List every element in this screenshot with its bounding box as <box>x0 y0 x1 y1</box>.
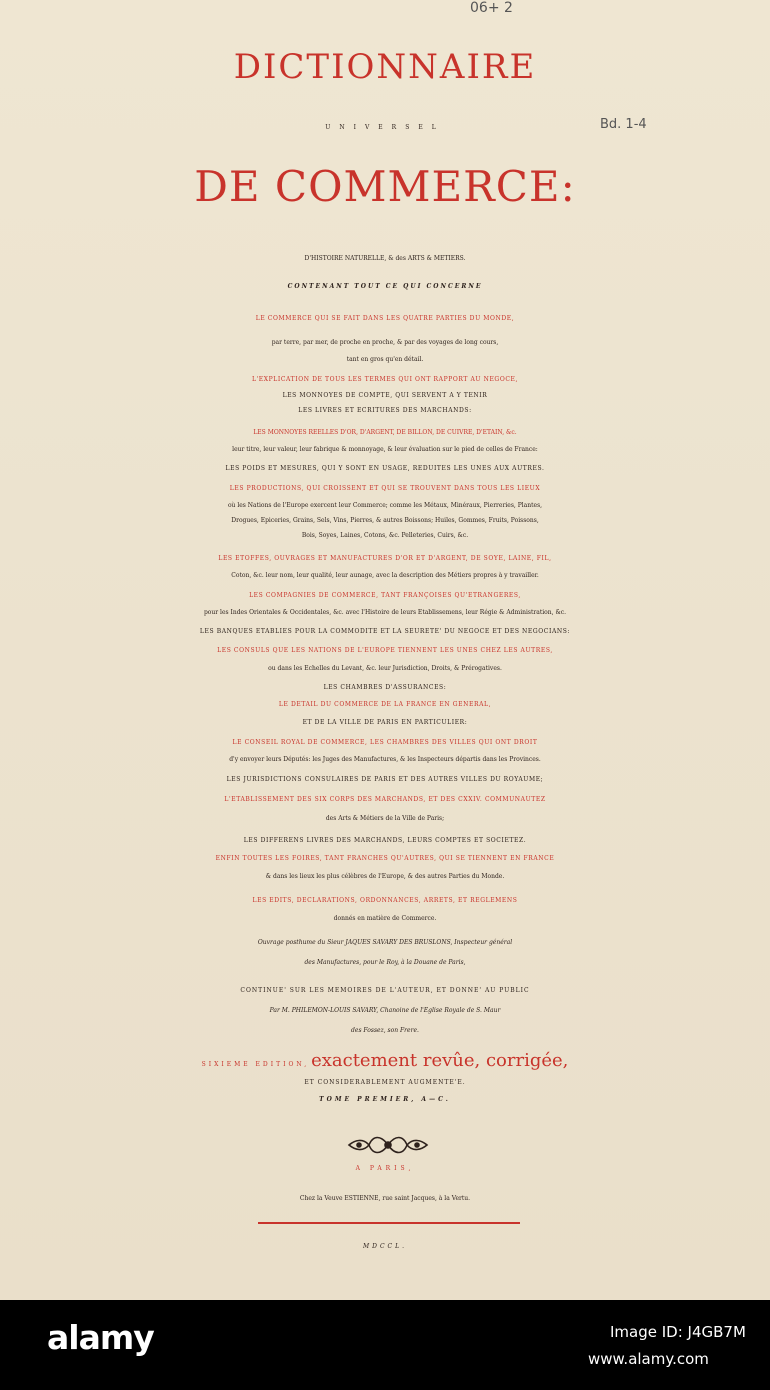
contents-line: LES JURISDICTIONS CONSULAIRES DE PARIS ET DES AUTRES VILLES DU ROYAUME; <box>226 776 544 783</box>
continued-line-3: des Fossez, son Frere. <box>351 1027 419 1034</box>
contents-line: L'ETABLISSEMENT DES SIX CORPS DES MARCHANDS, ET DES CXXIV. COMMUNAUTEZ <box>224 796 546 803</box>
title-universel: UNIVERSEL <box>325 124 445 131</box>
contents-line: LES MONNOYES REELLES D'OR, D'ARGENT, DE BILLON, DE CUIVRE, D'ETAIN, &c. <box>253 429 517 436</box>
title-de-commerce: DE COMMERCE: <box>194 162 576 211</box>
contents-line: LES COMPAGNIES DE COMMERCE, TANT FRANÇOISES QU'ETRANGERES, <box>249 592 521 599</box>
contents-line: LES CHAMBRES D'ASSURANCES: <box>323 684 447 691</box>
contents-line: par terre, par mer, de proche en proche, & par des voyages de long cours, <box>271 339 499 346</box>
printer-ornament <box>345 1132 431 1158</box>
continued-line-2: Par M. PHILEMON-LOUIS SAVARY, Chanoine de l'Eglise Royale de S. Maur <box>269 1007 501 1014</box>
continued-line-1: CONTINUE' SUR LES MEMOIRES DE L'AUTEUR, ET DONNE' AU PUBLIC <box>240 987 530 994</box>
augmented-line: ET CONSIDERABLEMENT AUGMENTE'E. <box>304 1079 466 1086</box>
publisher-line: Chez la Veuve ESTIENNE, rue saint Jacques, à la Vertu. <box>299 1195 471 1202</box>
contents-line: ou dans les Echelles du Levant, &c. leur Jurisdiction, Droits, & Prérogatives. <box>268 665 502 672</box>
contents-line: LE DETAIL DU COMMERCE DE LA FRANCE EN GENERAL, <box>278 701 492 708</box>
contents-line: LE CONSEIL ROYAL DE COMMERCE, LES CHAMBRES DES VILLES QUI ONT DROIT <box>232 739 538 746</box>
contents-line: leur titre, leur valeur, leur fabrique & monnoyage, & leur évaluation sur le pied de celles de France: <box>232 446 538 453</box>
author-line-1 <box>0 940 770 946</box>
contents-line: L'EXPLICATION DE TOUS LES TERMES QUI ONT RAPPORT AU NEGOCE, <box>251 376 519 383</box>
contents-line: LES DIFFERENS LIVRES DES MARCHANDS, LEURS COMPTES ET SOCIETEZ. <box>243 837 527 844</box>
contents-line: tant en gros qu'en détail. <box>346 356 424 363</box>
contents-line: LE COMMERCE QUI SE FAIT DANS LES QUATRE PARTIES DU MONDE, <box>255 315 515 322</box>
contents-line: LES PRODUCTIONS, QUI CROISSENT ET QUI SE TROUVENT DANS TOUS LES LIEUX <box>229 485 541 492</box>
volume-line: TOME PREMIER, A—C. <box>319 1096 451 1103</box>
image-id: Image ID: J4GB7M <box>610 1323 746 1341</box>
edition-rest: exactement revûe, corrigée, <box>311 1050 569 1071</box>
contents-line: ENFIN TOUTES LES FOIRES, TANT FRANCHES QU'AUTRES, QUI SE TIENNENT EN FRANCE <box>215 855 555 862</box>
author-line-2: des Manufactures, pour le Roy, à la Douane de Paris, <box>304 959 466 966</box>
pencil-mark-right: Bd. 1-4 <box>600 117 647 132</box>
contents-line: LES MONNOYES DE COMPTE, QUI SERVENT A Y TENIR <box>282 392 488 399</box>
contents-heading: CONTENANT TOUT CE QUI CONCERNE <box>287 283 483 290</box>
contents-line: où les Nations de l'Europe exercent leur Commerce; comme les Métaux, Minéraux, Pierreries, Plantes, <box>227 502 543 509</box>
contents-line: LES EDITS, DECLARATIONS, ORDONNANCES, ARRETS, ET REGLEMENS <box>252 897 518 904</box>
edition-line <box>0 1052 770 1070</box>
contents-line: pour les Indes Orientales & Occidentales, &c. avec l'Histoire de leurs Etablissemens, leur Régie & Administration, &c. <box>203 609 567 616</box>
contents-line: LES ETOFFES, OUVRAGES ET MANUFACTURES D'OR ET D'ARGENT, DE SOYE, LAINE, FIL, <box>218 555 552 562</box>
contents-line: LES POIDS ET MESURES, QUI Y SONT EN USAGE, REDUITES LES UNES AUX AUTRES. <box>225 465 545 472</box>
contents-line: d'y envoyer leurs Députés: les Juges des Manufactures, & les Inspecteurs départis dans les Provinces. <box>229 756 541 763</box>
contents-line: Drogues, Epiceries, Grains, Sels, Vins, Pierres, & autres Boissons; Huiles, Gommes, Fruits, Poissons, <box>231 517 539 524</box>
contents-line: LES LIVRES ET ECRITURES DES MARCHANDS: <box>298 407 472 414</box>
title-dictionnaire: DICTIONNAIRE <box>233 47 537 87</box>
contents-line: LES CONSULS QUE LES NATIONS DE L'EUROPE TIENNENT LES UNES CHEZ LES AUTRES, <box>217 647 553 654</box>
author-text-1: Ouvrage posthume du Sieur JAQUES SAVARY DES BRUSLONS, Inspecteur général <box>257 939 513 946</box>
publisher-rule <box>258 1222 520 1224</box>
contents-line: & dans les lieux les plus célèbres de l'Europe, & des autres Parties du Monde. <box>265 873 505 880</box>
contents-line: des Arts & Métiers de la Ville de Paris; <box>325 815 445 822</box>
pencil-mark-top: 06+ 2 <box>470 0 513 16</box>
place-line: A PARIS, <box>355 1165 415 1172</box>
contents-line: LES BANQUES ETABLIES POUR LA COMMODITE ET LA SEURETE' DU NEGOCE ET DES NEGOCIANS: <box>199 628 571 635</box>
site-url: www.alamy.com <box>588 1350 709 1368</box>
contents-line: Bois, Soyes, Laines, Cotons, &c. Pelleteries, Cuirs, &c. <box>301 532 469 539</box>
contents-line: ET DE LA VILLE DE PARIS EN PARTICULIER: <box>302 719 468 726</box>
contents-line: donnés en matière de Commerce. <box>333 915 437 922</box>
contents-line: Coton, &c. leur nom, leur qualité, leur aunage, avec la description des Métiers propres à y travailler. <box>231 572 539 579</box>
edition-label: SIXIEME EDITION, <box>201 1061 310 1068</box>
year-line: MDCCL. <box>362 1243 408 1250</box>
alamy-logo: alamy <box>47 1318 154 1357</box>
subtitle: D'HISTOIRE NATURELLE, & des ARTS & METIERS. <box>304 255 466 262</box>
